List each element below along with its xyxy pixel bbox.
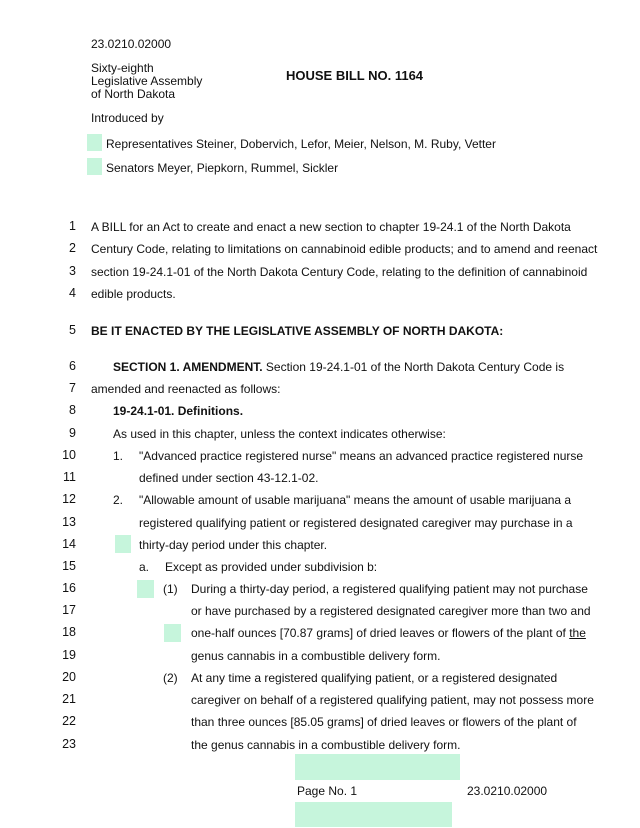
line-number: 20 bbox=[62, 670, 76, 684]
bill-text-line: Century Code, relating to limitations on cannabinoid edible products; and to amend and reenact bbox=[91, 242, 598, 256]
bill-text-line-with-insert bbox=[191, 626, 586, 640]
footer-highlight-bottom bbox=[295, 802, 452, 827]
assembly-line-3: of North Dakota bbox=[91, 87, 176, 101]
line-number: 11 bbox=[63, 470, 76, 484]
doc-code: 23.0210.02000 bbox=[91, 37, 172, 51]
line-number: 21 bbox=[62, 692, 76, 706]
line-number: 1 bbox=[69, 219, 76, 233]
bill-text-line: A BILL for an Act to create and enact a new section to chapter 19-24.1 of the North Dakota bbox=[91, 220, 571, 234]
section-heading-line bbox=[113, 360, 564, 374]
assembly-line-1: Sixty-eighth bbox=[91, 61, 154, 75]
section-heading: SECTION 1. AMENDMENT. bbox=[113, 360, 263, 374]
bill-text-line: one-half ounces [70.87 grams] of dried leaves or flowers of the plant of bbox=[191, 626, 570, 640]
list-marker: (2) bbox=[163, 671, 178, 685]
definitions-heading: 19-24.1-01. Definitions. bbox=[113, 404, 244, 418]
list-marker: 1. bbox=[113, 449, 124, 463]
line-number: 22 bbox=[62, 714, 76, 728]
line-number: 15 bbox=[62, 559, 76, 573]
line-number: 13 bbox=[62, 515, 76, 529]
line-number: 8 bbox=[69, 403, 76, 417]
highlight-marker bbox=[115, 535, 131, 553]
line-number: 4 bbox=[69, 286, 76, 300]
line-number: 14 bbox=[62, 537, 76, 551]
line-number: 23 bbox=[62, 737, 76, 751]
highlight-marker bbox=[137, 580, 154, 598]
bill-text-line: amended and reenacted as follows: bbox=[91, 382, 281, 396]
bill-text-line: At any time a registered qualifying patient, or a registered designated bbox=[191, 671, 558, 685]
bill-text-line: caregiver on behalf of a registered qualifying patient, may not possess more bbox=[191, 693, 594, 707]
bill-text-line: edible products. bbox=[91, 287, 176, 301]
bill-text-line: section 19-24.1-01 of the North Dakota Century Code, relating to the definition of cannabinoid bbox=[91, 265, 588, 279]
inserted-text: the bbox=[569, 626, 586, 640]
line-number: 3 bbox=[69, 264, 76, 278]
bill-text-line: Except as provided under subdivision b: bbox=[165, 560, 378, 574]
list-marker: a. bbox=[139, 560, 150, 574]
senators: Senators Meyer, Piepkorn, Rummel, Sickler bbox=[106, 161, 339, 175]
page-number: Page No. 1 bbox=[297, 784, 358, 798]
line-number: 18 bbox=[62, 625, 76, 639]
footer-doc-code: 23.0210.02000 bbox=[467, 784, 548, 798]
bill-text-line: registered qualifying patient or registered designated caregiver may purchase in a bbox=[139, 516, 573, 530]
bill-text-line: "Allowable amount of usable marijuana" means the amount of usable marijuana a bbox=[139, 493, 572, 507]
line-number: 6 bbox=[69, 359, 76, 373]
list-marker: 2. bbox=[113, 493, 124, 507]
bill-title: HOUSE BILL NO. 1164 bbox=[286, 68, 424, 83]
introduced-by: Introduced by bbox=[91, 111, 164, 125]
bill-text-line: or have purchased by a registered designated caregiver more than two and bbox=[191, 604, 591, 618]
line-number: 12 bbox=[62, 492, 76, 506]
bill-text-line: As used in this chapter, unless the context indicates otherwise: bbox=[113, 427, 446, 441]
line-number: 16 bbox=[62, 581, 76, 595]
line-number: 9 bbox=[69, 426, 76, 440]
line-number: 7 bbox=[69, 381, 76, 395]
highlight-marker bbox=[87, 134, 102, 151]
bill-text-line: genus cannabis in a combustible delivery form. bbox=[191, 649, 441, 663]
line-number: 2 bbox=[69, 241, 76, 255]
highlight-marker bbox=[164, 624, 181, 642]
representatives: Representatives Steiner, Dobervich, Lefor, Meier, Nelson, M. Ruby, Vetter bbox=[106, 137, 496, 151]
assembly-line-2: Legislative Assembly bbox=[91, 74, 203, 88]
bill-text-line: defined under section 43-12.1-02. bbox=[139, 471, 319, 485]
line-number: 5 bbox=[69, 323, 76, 337]
footer-highlight-top bbox=[295, 754, 460, 780]
enacting-clause: BE IT ENACTED BY THE LEGISLATIVE ASSEMBLY OF NORTH DAKOTA: bbox=[91, 324, 504, 338]
line-number: 19 bbox=[62, 648, 76, 662]
bill-text-line: than three ounces [85.05 grams] of dried leaves or flowers of the plant of bbox=[191, 715, 577, 729]
list-marker: (1) bbox=[163, 582, 178, 596]
line-number: 17 bbox=[62, 603, 76, 617]
bill-text-line: "Advanced practice registered nurse" means an advanced practice registered nurse bbox=[139, 449, 584, 463]
highlight-marker bbox=[87, 158, 102, 175]
bill-text-line: During a thirty-day period, a registered qualifying patient may not purchase bbox=[191, 582, 588, 596]
bill-text-line: the genus cannabis in a combustible delivery form. bbox=[191, 738, 461, 752]
line-number: 10 bbox=[62, 448, 76, 462]
bill-text-line: Section 19-24.1-01 of the North Dakota Century Code is bbox=[262, 360, 565, 374]
bill-text-line: thirty-day period under this chapter. bbox=[139, 538, 328, 552]
